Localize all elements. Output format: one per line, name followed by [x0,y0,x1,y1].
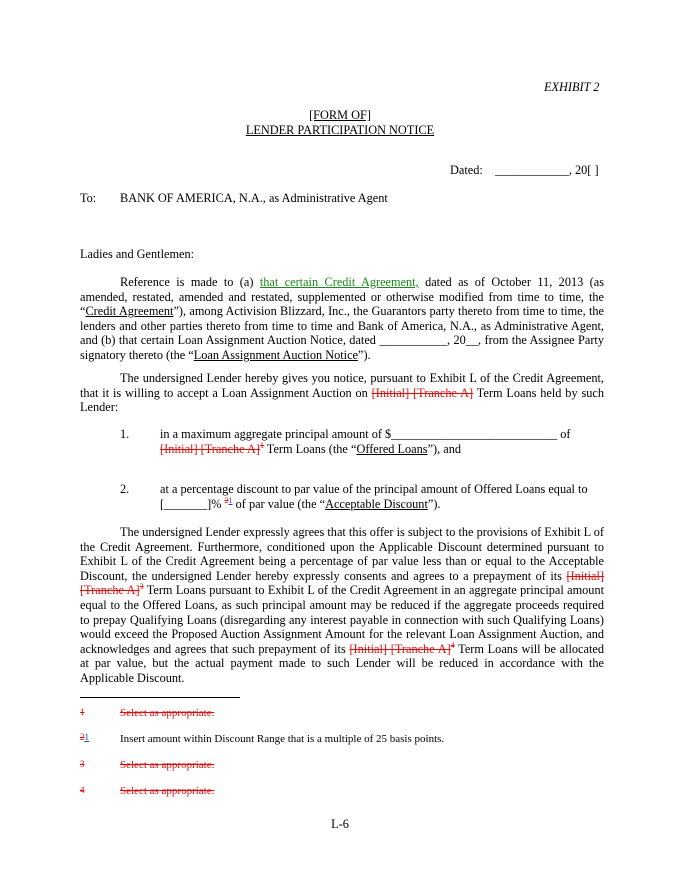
item-1-text: in a maximum aggregate principal amount of $___________________________ of [Initial] [Tranche A]$^1$ Term Loans (the “Offered Loans”), and [160,427,571,456]
footnote-separator [80,697,240,698]
deleted-text: [Initial] [Tranche A] [371,385,474,400]
exhibit-label: EXHIBIT 2 [544,80,600,94]
item-2-text: at a percentage discount to par value of the principal amount of Offered Loans equal to [_______]% $^{21}$ of par value (the “Acceptable Discount”). [160,482,588,511]
item-2-number: 2. [120,482,130,496]
reference-paragraph: Reference is made to (a) that certain Credit Agreement, dated as of October 11, 2013 (as amended, restated, amended and restated, supplemented or otherwise modified from time to time, the “Credit Agreement”), among Activision Blizzard, Inc., the Guarantors party thereto from time to time, the lenders and other parties thereto from time to time and Bank of America, N.A., as Administrative Agent, and (b) that certain Loan Assignment Auction Notice, dated ___________, 20__, from the Assignee Party signatory thereto (the “Loan Assignment Auction Notice”). [80,275,604,362]
dated-line: Dated: ____________, 20[ ] [450,163,599,177]
addressee: BANK OF AMERICA, N.A., as Administrative Agent [120,191,388,205]
agreement-paragraph: The undersigned Lender expressly agrees that this offer is subject to the provisions of Exhibit L of the Credit Agreement. Furthermore, conditioned upon the Applicable Discount determined pursuant to Exhibit L of the Credit Agreement being a percentage of par value less than or equal to the Acceptable Discount, the undersigned Lender hereby expressly consents and agrees to a prepayment of its [Initial] [Tranche A]$^3$ Term Loans pursuant to Exhibit L of the Credit Agreement in an aggregate principal amount equal to the Offered Loans, as such principal amount may be reduced if the aggregate proceeds required to prepay Qualifying Loans (disregarding any interest payable in connection with such Qualifying Loans) would exceed the Proposed Auction Assignment Amount for the relevant Loan Assignment Auction, and acknowledges and agrees that such prepayment of its [Initial] [Tranche A]$^4$ Term Loans will be allocated at par value, but the actual payment made to such Lender will be reduced in accordance with the Applicable Discount. [80,525,605,685]
footnote-3-text: Select as appropriate. [120,759,215,771]
inserted-text: that certain Credit Agreement, [259,275,419,289]
item-1-number: 1. [120,427,130,441]
to-label: To: [80,191,97,205]
form-of-label: [FORM OF] [309,108,371,122]
notice-paragraph: The undersigned Lender hereby gives you notice, pursuant to Exhibit L of the Credit Agreement, that it is willing to accept a Loan Assignment Auction on [Initial] [Tranche A] Term Loans held by such Lender: [80,371,604,415]
footnote-2-text: Insert amount within Discount Range that is a multiple of 25 basis points. [120,733,445,745]
footnote-1-mark: 1 [80,707,85,717]
page-number: L-6 [331,817,349,831]
footnote-4-text: Select as appropriate. [120,785,215,797]
footnote-2-mark: 21 [80,732,89,742]
footnote-3-mark: 3 [80,759,85,769]
document-title: LENDER PARTICIPATION NOTICE [245,123,435,137]
footnote-4-mark: 4 [80,785,85,795]
footnote-1-text: Select as appropriate. [120,707,215,719]
salutation: Ladies and Gentlemen: [80,247,195,261]
